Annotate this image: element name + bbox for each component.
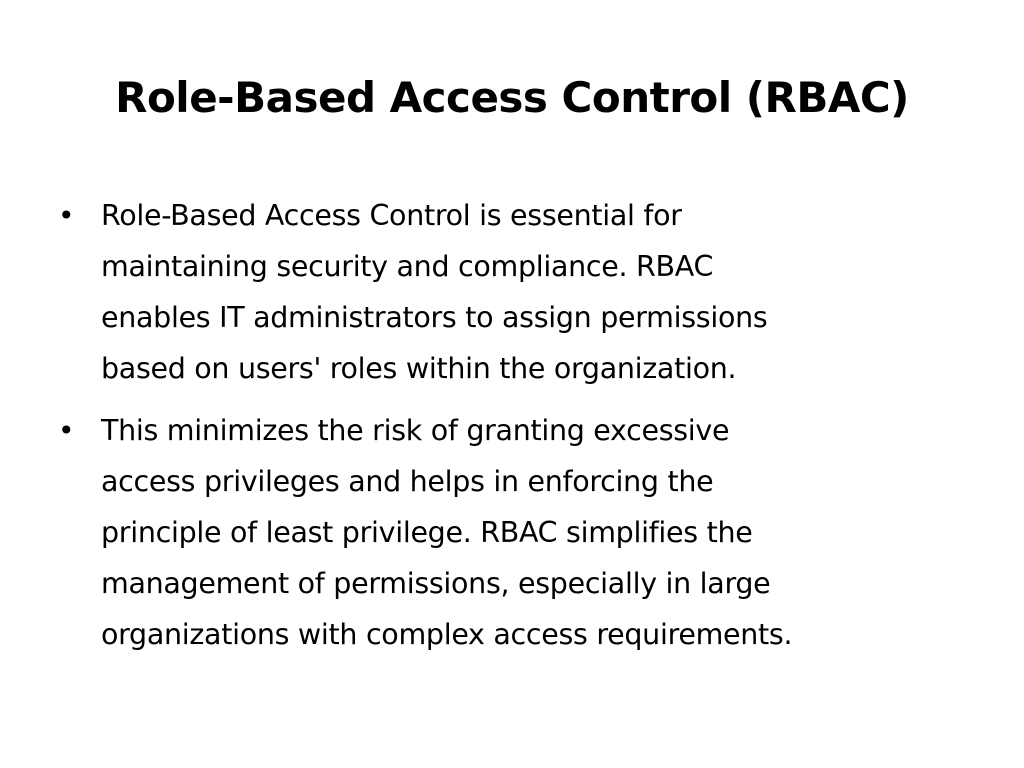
bullet-list: [58, 190, 958, 671]
bullet-dot-icon: •: [58, 199, 75, 232]
bullet-text-line: organizations with complex access requirements.: [101, 618, 793, 651]
bullet-text-line: access privileges and helps in enforcing the: [101, 465, 714, 498]
bullet-text-line: management of permissions, especially in large: [101, 567, 771, 600]
bullet-text-line: enables IT administrators to assign permissions: [101, 301, 768, 334]
bullet-item: [58, 190, 958, 394]
bullet-dot-icon: •: [58, 414, 75, 447]
bullet-text-line: Role-Based Access Control is essential for: [101, 199, 682, 232]
bullet-text-line: maintaining security and compliance. RBAC: [101, 250, 714, 283]
bullet-item: [58, 405, 958, 660]
bullet-text-line: based on users' roles within the organization.: [101, 352, 737, 385]
slide-title: Role-Based Access Control (RBAC): [115, 73, 909, 122]
bullet-text-line: This minimizes the risk of granting excessive: [101, 414, 730, 447]
bullet-text-line: principle of least privilege. RBAC simplifies the: [101, 516, 753, 549]
